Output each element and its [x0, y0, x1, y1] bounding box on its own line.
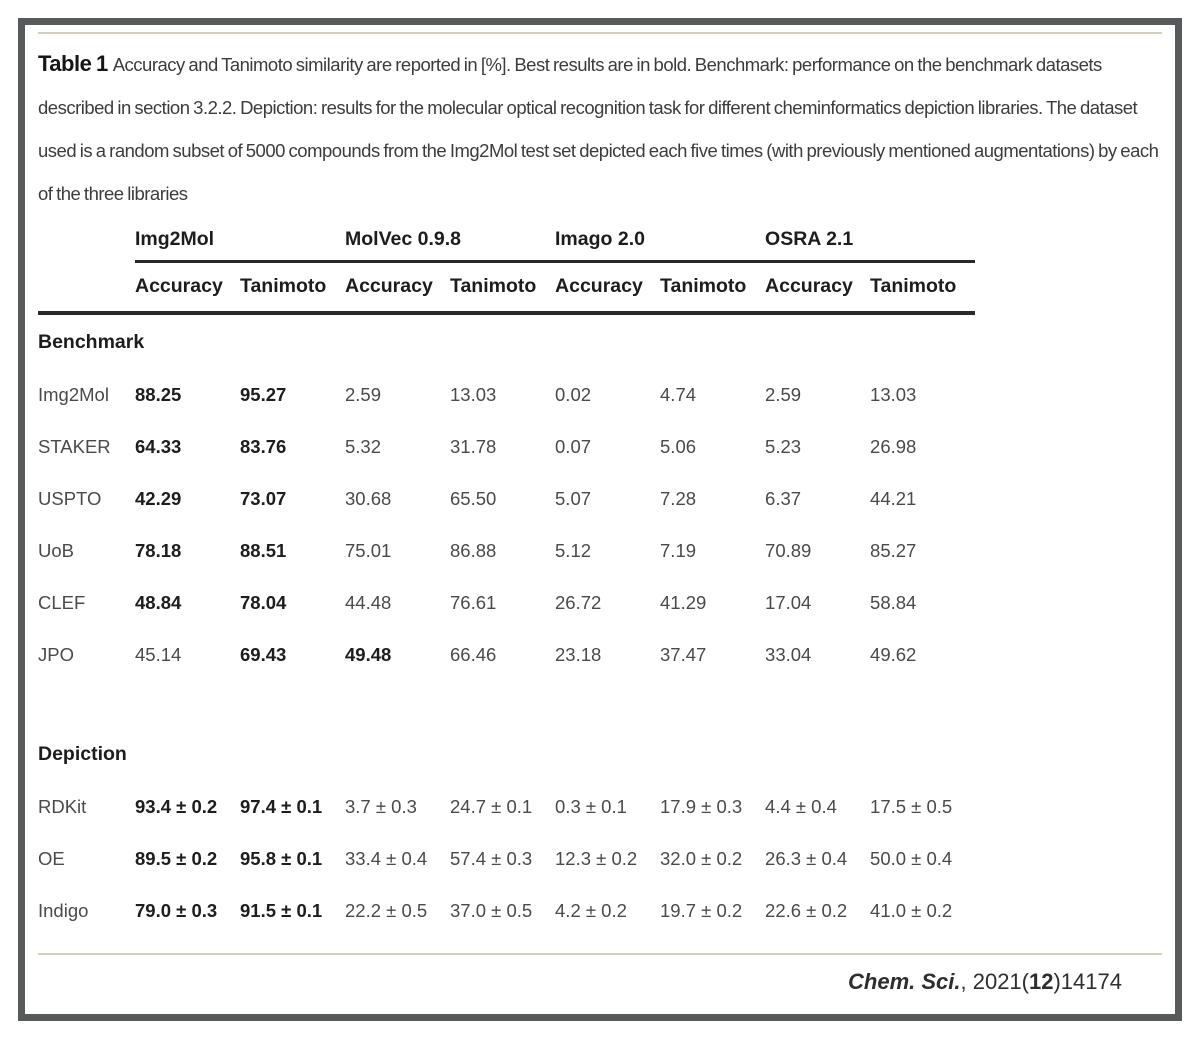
table-row-jpo — [38, 629, 975, 681]
table-row-rdkit — [38, 781, 975, 833]
data-cell: 70.89 — [765, 540, 812, 561]
row-label: CLEF — [38, 592, 86, 613]
data-cell: 76.61 — [450, 592, 497, 613]
subheader-accuracy-imago: Accuracy — [555, 261, 660, 313]
data-cell: 57.4 ± 0.3 — [450, 848, 533, 869]
data-cell: 17.5 ± 0.5 — [870, 796, 953, 817]
row-label: OE — [38, 848, 65, 869]
data-cell: 7.19 — [660, 540, 697, 561]
data-cell: 4.4 ± 0.4 — [765, 796, 837, 817]
group-header-imago: Imago 2.0 — [555, 219, 765, 261]
row-label: Img2Mol — [38, 384, 109, 405]
data-cell: 5.32 — [345, 436, 382, 457]
data-cell: 4.74 — [660, 384, 697, 405]
table-row-uob — [38, 525, 975, 577]
subheader-tanimoto-molvec: Tanimoto — [450, 261, 555, 313]
data-cell: 24.7 ± 0.1 — [450, 796, 533, 817]
data-cell: 7.28 — [660, 488, 697, 509]
data-cell: 95.27 — [240, 384, 287, 405]
section-title-benchmark: Benchmark — [38, 330, 145, 353]
bottom-rule — [38, 953, 1162, 955]
row-label: JPO — [38, 644, 74, 665]
data-cell: 2.59 — [765, 384, 802, 405]
data-cell: 5.07 — [555, 488, 592, 509]
data-cell: 12.3 ± 0.2 — [555, 848, 638, 869]
subheader-row — [38, 261, 975, 313]
data-cell: 65.50 — [450, 488, 497, 509]
data-cell: 78.04 — [240, 592, 287, 613]
subheader-accuracy-osra: Accuracy — [765, 261, 870, 313]
data-cell: 42.29 — [135, 488, 182, 509]
group-header-molvec: MolVec 0.9.8 — [345, 219, 555, 261]
data-cell: 3.7 ± 0.3 — [345, 796, 417, 817]
data-cell: 22.6 ± 0.2 — [765, 900, 848, 921]
data-cell: 33.4 ± 0.4 — [345, 848, 428, 869]
data-cell: 26.3 ± 0.4 — [765, 848, 848, 869]
data-cell: 2.59 — [345, 384, 382, 405]
data-cell: 5.06 — [660, 436, 697, 457]
data-cell: 86.88 — [450, 540, 497, 561]
data-cell: 95.8 ± 0.1 — [240, 848, 323, 869]
group-header-row — [38, 219, 975, 261]
subheader-accuracy-molvec: Accuracy — [345, 261, 450, 313]
data-cell: 49.62 — [870, 644, 917, 665]
section-title-depiction: Depiction — [38, 743, 127, 765]
data-cell: 85.27 — [870, 540, 917, 561]
data-cell: 73.07 — [240, 488, 287, 509]
table-row-clef — [38, 577, 975, 629]
data-cell: 32.0 ± 0.2 — [660, 848, 743, 869]
data-cell: 69.43 — [240, 644, 287, 665]
data-cell: 44.21 — [870, 488, 917, 509]
data-cell: 33.04 — [765, 644, 812, 665]
group-header-spacer — [38, 219, 135, 261]
group-header-osra: OSRA 2.1 — [765, 219, 975, 261]
data-cell: 50.0 ± 0.4 — [870, 848, 953, 869]
data-cell: 0.07 — [555, 436, 592, 457]
data-cell: 26.72 — [555, 592, 602, 613]
data-cell: 5.12 — [555, 540, 592, 561]
paper-table-panel — [18, 18, 1182, 1021]
data-cell: 37.47 — [660, 644, 707, 665]
data-cell: 64.33 — [135, 436, 182, 457]
table-caption-text: Accuracy and Tanimoto similarity are reported in [%]. Best results are in bold. Benchmark: performance on the benchmark datasets described in section 3.2.2. Depiction: results for the molecular optical recognition task for different cheminformatics depiction libraries. The dataset used is a random subset of 5000 compounds from the Img2Mol test set depicted each five times (with previously mentioned augmentations) by each of the three libraries — [38, 54, 1159, 204]
data-cell: 4.2 ± 0.2 — [555, 900, 627, 921]
data-cell: 5.23 — [765, 436, 802, 457]
data-cell: 89.5 ± 0.2 — [135, 848, 218, 869]
group-header-img2mol: Img2Mol — [135, 219, 345, 261]
data-cell: 41.0 ± 0.2 — [870, 900, 953, 921]
data-cell: 17.9 ± 0.3 — [660, 796, 743, 817]
data-cell: 58.84 — [870, 592, 917, 613]
table-row-oe — [38, 833, 975, 885]
subheader-tanimoto-imago: Tanimoto — [660, 261, 765, 313]
data-cell: 48.84 — [135, 592, 182, 613]
row-label: STAKER — [38, 436, 111, 457]
data-cell: 37.0 ± 0.5 — [450, 900, 533, 921]
table-row-img2mol — [38, 369, 975, 421]
subheader-tanimoto-osra: Tanimoto — [870, 261, 975, 313]
data-cell: 31.78 — [450, 436, 497, 457]
data-cell: 13.03 — [450, 384, 497, 405]
data-cell: 88.25 — [135, 384, 182, 405]
table-row-staker — [38, 421, 975, 473]
data-cell: 30.68 — [345, 488, 392, 509]
section-row-depiction — [38, 681, 975, 781]
table-number-label: Table 1 — [38, 51, 108, 76]
row-label: UoB — [38, 540, 74, 561]
data-cell: 75.01 — [345, 540, 392, 561]
subheader-tanimoto-img2mol: Tanimoto — [240, 261, 345, 313]
data-cell: 49.48 — [345, 644, 392, 665]
data-cell: 6.37 — [765, 488, 802, 509]
citation-pages: )14174 — [1053, 969, 1122, 994]
data-cell: 45.14 — [135, 644, 182, 665]
table-row-uspto — [38, 473, 975, 525]
data-cell: 17.04 — [765, 592, 812, 613]
data-cell: 41.29 — [660, 592, 707, 613]
data-cell: 88.51 — [240, 540, 287, 561]
data-cell: 97.4 ± 0.1 — [240, 796, 323, 817]
data-cell: 83.76 — [240, 436, 287, 457]
citation-year: , 2021( — [960, 969, 1029, 994]
data-cell: 66.46 — [450, 644, 497, 665]
data-cell: 22.2 ± 0.5 — [345, 900, 428, 921]
subheader-spacer — [38, 261, 135, 313]
data-cell: 26.98 — [870, 436, 917, 457]
data-cell: 91.5 ± 0.1 — [240, 900, 323, 921]
results-table — [38, 219, 975, 937]
row-label: RDKit — [38, 796, 87, 817]
citation — [38, 969, 1162, 995]
data-cell: 78.18 — [135, 540, 182, 561]
top-rule — [38, 32, 1162, 34]
journal-name: Chem. Sci. — [848, 969, 961, 994]
data-cell: 93.4 ± 0.2 — [135, 796, 218, 817]
subheader-accuracy-img2mol: Accuracy — [135, 261, 240, 313]
data-cell: 23.18 — [555, 644, 602, 665]
data-cell: 44.48 — [345, 592, 392, 613]
table-row-indigo — [38, 885, 975, 937]
row-label: USPTO — [38, 488, 102, 509]
table-caption — [38, 42, 1162, 215]
row-label: Indigo — [38, 900, 89, 921]
volume-number: 12 — [1029, 969, 1054, 994]
data-cell: 13.03 — [870, 384, 917, 405]
data-cell: 79.0 ± 0.3 — [135, 900, 218, 921]
data-cell: 0.02 — [555, 384, 592, 405]
data-cell: 19.7 ± 0.2 — [660, 900, 743, 921]
section-row-benchmark — [38, 313, 975, 369]
data-cell: 0.3 ± 0.1 — [555, 796, 627, 817]
